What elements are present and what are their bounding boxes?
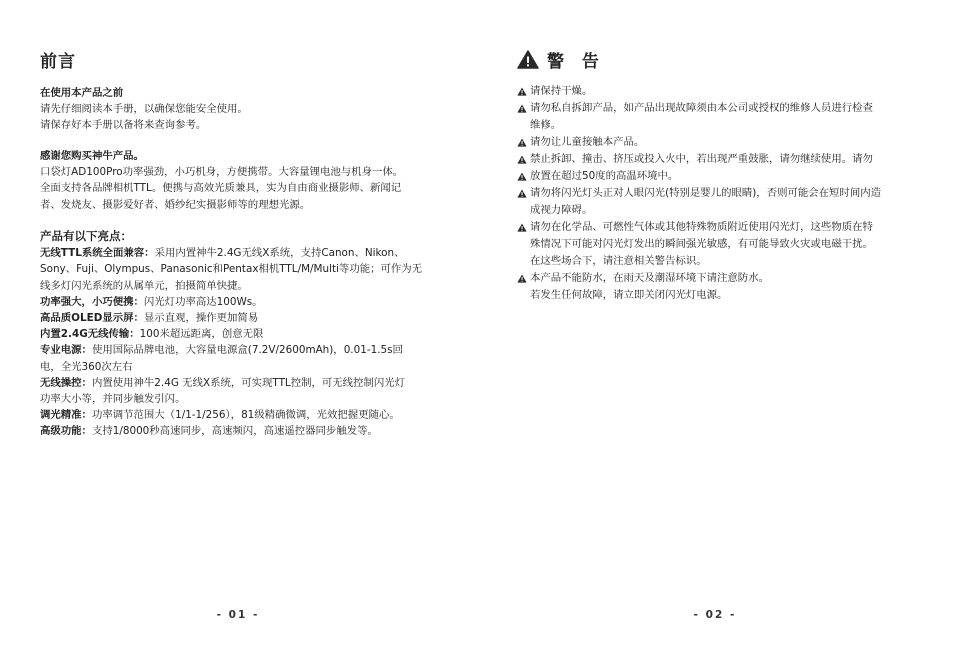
feature-item <box>40 375 440 391</box>
warning-title-text: 警 告 <box>547 52 605 72</box>
section-heading: 感谢您购买神牛产品。 <box>40 150 144 162</box>
warning-item <box>517 185 937 219</box>
feature-label: 功率强大，小巧便携： <box>40 295 144 308</box>
feature-text: 内置使用神牛2.4G 无线X系统，可实现TTL控制，可无线控制闪光灯 <box>91 376 406 389</box>
warning-text: 请勿在化学品、可燃性气体或其他特殊物质附近使用闪光灯，这些物质在特 <box>530 221 873 233</box>
feature-item <box>40 310 440 326</box>
page-title: 前言 <box>40 52 76 72</box>
body-line: 请保存好本手册以备将来查询参考。 <box>40 119 207 132</box>
section-before-use <box>40 85 440 134</box>
warning-text: 成视力障碍。 <box>530 204 593 216</box>
warning-triangle-icon <box>517 223 527 232</box>
warning-item <box>517 168 937 185</box>
warning-triangle-icon <box>517 50 539 69</box>
feature-text: 支持1/8000秒高速同步，高速频闪，高速遥控器同步触发等。 <box>91 425 378 438</box>
warning-text: 禁止拆卸、撞击、挤压或投入火中，若出现严重鼓胀，请勿继续使用。请勿 <box>530 153 873 165</box>
warning-text: 请勿让儿童接触本产品。 <box>530 136 645 148</box>
warning-triangle-icon <box>517 138 527 147</box>
feature-label: 调光精准： <box>40 409 92 422</box>
feature-item <box>40 326 440 342</box>
page-number: - 02 - <box>693 609 737 621</box>
warning-triangle-icon <box>517 155 527 164</box>
warning-text: 请勿将闪光灯头正对人眼闪光(特别是婴儿的眼睛)，否则可能会在短时间内造 <box>530 187 881 199</box>
feature-label: 内置2.4G无线传输： <box>40 328 140 341</box>
closing-note <box>517 287 937 304</box>
warning-text: 请保持干燥。 <box>530 85 593 97</box>
feature-text: 采用内置神牛2.4G无线X系统，支持Canon、Nikon、 <box>154 247 405 260</box>
page-right <box>477 0 954 668</box>
warning-item <box>517 134 937 151</box>
warning-text: 在这些场合下，请注意相关警告标识。 <box>530 255 707 267</box>
warning-item <box>517 100 937 134</box>
feature-text: 100米超远距离，创意无限 <box>139 328 264 341</box>
feature-text: Sony、Fuji、Olympus、Panasonic和Pentax相机TTL/M/Multi等功能；可作为无 <box>40 263 423 276</box>
warning-list <box>517 83 937 304</box>
warning-triangle-icon <box>517 274 527 283</box>
feature-text: 使用国际品牌电池，大容量电源盒(7.2V/2600mAh)，0.01-1.5s回 <box>91 344 403 357</box>
warning-triangle-icon <box>517 189 527 198</box>
feature-text: 电，全光360次左右 <box>40 360 133 373</box>
section-heading: 在使用本产品之前 <box>40 87 124 99</box>
feature-label: 专业电源： <box>40 344 92 357</box>
warning-triangle-icon <box>517 104 527 113</box>
feature-label: 无线操控： <box>40 376 92 389</box>
section-features <box>40 228 440 440</box>
warning-text: 殊情况下可能对闪光灯发出的瞬间强光敏感，有可能导致火灾或电磁干扰。 <box>530 238 873 250</box>
warning-triangle-icon <box>517 172 527 181</box>
feature-text: 线多灯闪光系统的从属单元，拍摄简单快捷。 <box>40 279 248 292</box>
warning-text: 本产品不能防水，在雨天及潮湿环境下请注意防水。 <box>530 272 769 284</box>
page-number: - 01 - <box>216 609 260 621</box>
feature-item <box>40 294 440 310</box>
closing-text: 若发生任何故障，请立即关闭闪光灯电源。 <box>530 289 728 301</box>
warning-text: 请勿私自拆卸产品，如产品出现故障须由本公司或授权的维修人员进行检查 <box>530 102 873 114</box>
feature-label: 无线TTL系统全面兼容： <box>40 247 155 260</box>
feature-text: 闪光灯功率高达100Ws。 <box>143 295 263 308</box>
feature-label: 高级功能： <box>40 425 92 438</box>
feature-text: 显示直观，操作更加简易 <box>143 312 259 325</box>
body-line: 请先仔细阅读本手册，以确保您能安全使用。 <box>40 103 248 116</box>
warning-text: 放置在超过50度的高温环境中。 <box>530 170 679 182</box>
warning-item <box>517 270 937 287</box>
body-line: 全面支持各品牌相机TTL。便携与高效光质兼具，实为自由商业摄影师、新闻记 <box>40 182 402 195</box>
body-line: 口袋灯AD100Pro功率强劲，小巧机身，方便携带。大容量锂电池与机身一体。 <box>40 166 404 179</box>
warning-item <box>517 219 937 270</box>
warning-title <box>517 47 605 72</box>
section-heading: 产品有以下亮点： <box>40 229 132 243</box>
feature-label: 高品质OLED显示屏： <box>40 312 144 325</box>
feature-text: 功率大小等，并同步触发引闪。 <box>40 393 186 406</box>
body-line: 者、发烧友、摄影爱好者、婚纱纪实摄影师等的理想光源。 <box>40 198 311 211</box>
feature-item <box>40 342 440 358</box>
feature-text: 功率调节范围大（1/1-1/256），81级精确微调，光效把握更随心。 <box>91 409 400 422</box>
section-thanks <box>40 148 440 213</box>
feature-item <box>40 423 440 439</box>
feature-item <box>40 407 440 423</box>
warning-item <box>517 151 937 168</box>
warning-text: 维修。 <box>530 119 562 131</box>
warning-item <box>517 83 937 100</box>
warning-triangle-icon <box>517 87 527 96</box>
feature-item <box>40 245 440 261</box>
